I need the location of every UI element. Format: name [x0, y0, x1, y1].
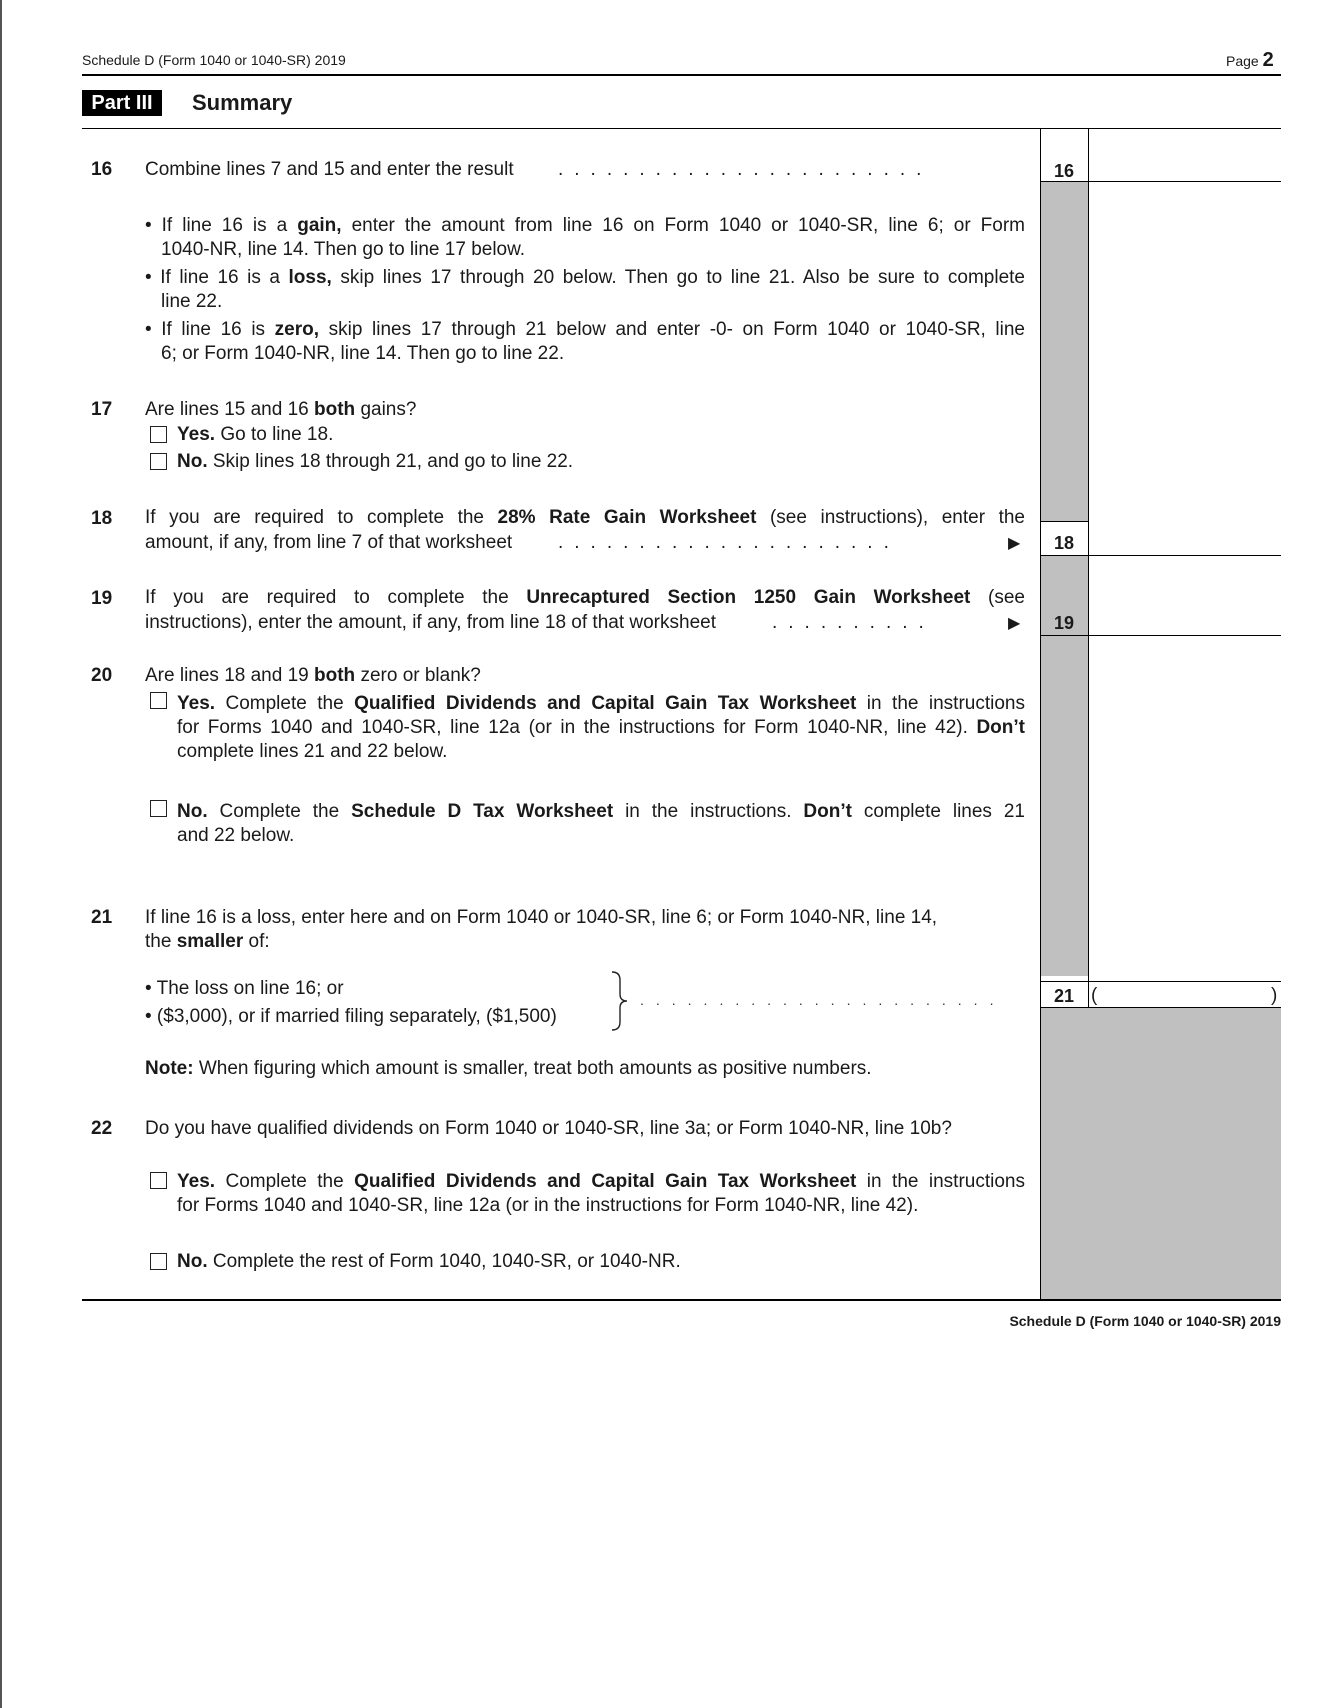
line-17-yes-label: Yes. Go to line 18.	[177, 424, 334, 445]
line-18-rule	[1040, 555, 1281, 556]
bullet-loss: • If line 16 is a loss, skip lines 17 through 20 below. Then go to line 21. Also be sure to complete	[145, 267, 1025, 288]
bullet-zero-line2: 6; or Form 1040-NR, line 14. Then go to line 22.	[161, 343, 565, 364]
line-21-paren-open: (	[1091, 985, 1098, 1006]
line-21-note: Note: When figuring which amount is smaller, treat both amounts as positive numbers.	[145, 1058, 872, 1079]
line-16-number: 16	[91, 159, 113, 180]
line-19-rule	[1040, 635, 1281, 636]
line-16-amount-field[interactable]	[1089, 130, 1281, 181]
line-22-yes-label: Yes. Complete the Qualified Dividends and Capital Gain Tax Worksheet in the instructions	[177, 1171, 1025, 1192]
line-22-number: 22	[91, 1118, 113, 1139]
line-20-number: 20	[91, 665, 113, 686]
line-21-option-2: • ($3,000), or if married filing separately, ($1,500)	[145, 1006, 557, 1027]
line-17-no-label: No. Skip lines 18 through 21, and go to line 22.	[177, 451, 574, 472]
footer-rule	[82, 1299, 1281, 1301]
line-22-yes-line2: for Forms 1040 and 1040-SR, line 12a (or in the instructions for Form 1040-NR, line 42).	[177, 1195, 919, 1216]
line-20-yes-label: Yes. Complete the Qualified Dividends and Capital Gain Tax Worksheet in the instructions	[177, 693, 1025, 714]
header-page	[1226, 48, 1274, 73]
line-20-yes-checkbox[interactable]	[150, 692, 167, 709]
brace-icon	[610, 970, 630, 1032]
line-20-question: Are lines 18 and 19 both zero or blank?	[145, 665, 481, 686]
bullet-zero: • If line 16 is zero, skip lines 17 through 21 below and enter -0- on Form 1040 or 1040-SR, line	[145, 319, 1025, 340]
line-18-text: If you are required to complete the 28% Rate Gain Worksheet (see instructions), enter the	[145, 507, 1025, 528]
line-19-amount-field[interactable]	[1089, 586, 1281, 634]
line-18-amount-field[interactable]	[1089, 506, 1281, 554]
line-21-option-1: • The loss on line 16; or	[145, 978, 344, 999]
footer-form-title: Schedule D (Form 1040 or 1040-SR) 2019	[1009, 1313, 1281, 1329]
line-20-no-line2: and 22 below.	[177, 825, 295, 846]
line-22-yes-checkbox[interactable]	[150, 1172, 167, 1189]
part-rule	[82, 128, 1281, 129]
line-17-yes-checkbox[interactable]	[150, 426, 167, 443]
leader-dots: ..........	[772, 612, 935, 633]
line-16-box-label: 16	[1053, 161, 1075, 181]
leader-dots: .......................	[558, 159, 933, 180]
line-20-yes-line2: for Forms 1040 and 1040-SR, line 12a (or in the instructions for Form 1040-NR, line 42). Don’t	[177, 717, 1025, 738]
shaded-area	[1041, 1007, 1281, 1300]
page-number: 2	[1262, 49, 1274, 71]
line-22-question: Do you have qualified dividends on Form 1040 or 1040-SR, line 3a; or Form 1040-NR, line 10b?	[145, 1118, 952, 1139]
part-title: Summary	[192, 90, 293, 115]
leader-dots: .....................	[558, 532, 900, 553]
line-18-box-label: 18	[1053, 533, 1075, 553]
line-21-box-label: 21	[1053, 986, 1075, 1006]
line-22-no-label: No. Complete the rest of Form 1040, 1040-SR, or 1040-NR.	[177, 1251, 681, 1272]
line-20-no-checkbox[interactable]	[150, 800, 167, 817]
line-19-number: 19	[91, 588, 113, 609]
line-18-text-line2: amount, if any, from line 7 of that worksheet	[145, 532, 513, 553]
page-edge	[0, 0, 2, 1708]
shaded-area	[1041, 636, 1088, 976]
header-form-title: Schedule D (Form 1040 or 1040-SR) 2019	[82, 52, 346, 68]
line-19-text-line2: instructions), enter the amount, if any, from line 18 of that worksheet	[145, 612, 716, 633]
part-label: Part III	[82, 90, 162, 116]
line-21-amount-field[interactable]	[1100, 982, 1268, 1006]
line-21-rule	[1040, 1007, 1281, 1008]
bullet-gain-line2: 1040-NR, line 14. Then go to line 17 below.	[161, 239, 526, 260]
line-19-box-label: 19	[1053, 613, 1075, 633]
line-16-rule	[1040, 181, 1281, 182]
shaded-area	[1041, 182, 1088, 521]
line-17-number: 17	[91, 399, 113, 420]
arrow-icon: ▶	[1008, 535, 1021, 552]
line-21-text-line2: the smaller of:	[145, 931, 270, 952]
bullet-gain: • If line 16 is a gain, enter the amount from line 16 on Form 1040 or 1040-SR, line 6; or Form	[145, 215, 1025, 236]
line-20-yes-line3: complete lines 21 and 22 below.	[177, 741, 448, 762]
line-17-question: Are lines 15 and 16 both gains?	[145, 399, 417, 420]
leader-dots: .......................	[640, 992, 1006, 1008]
line-20-no-label: No. Complete the Schedule D Tax Worksheet in the instructions. Don’t complete lines 21	[177, 801, 1025, 822]
header-rule	[82, 74, 1281, 76]
line-21-text: If line 16 is a loss, enter here and on Form 1040 or 1040-SR, line 6; or Form 1040-NR, line 14,	[145, 907, 938, 928]
bullet-loss-line2: line 22.	[161, 291, 223, 312]
line-22-no-checkbox[interactable]	[150, 1253, 167, 1270]
line-16-text: Combine lines 7 and 15 and enter the result	[145, 159, 514, 180]
line-18-number: 18	[91, 508, 113, 529]
page-label: Page	[1226, 53, 1259, 69]
line-17-no-checkbox[interactable]	[150, 453, 167, 470]
arrow-icon: ▶	[1008, 615, 1021, 632]
line-21-paren-close: )	[1271, 985, 1278, 1006]
line-21-number: 21	[91, 907, 113, 928]
line-18-box-top	[1040, 521, 1088, 522]
line-19-text: If you are required to complete the Unrecaptured Section 1250 Gain Worksheet (see	[145, 587, 1025, 608]
